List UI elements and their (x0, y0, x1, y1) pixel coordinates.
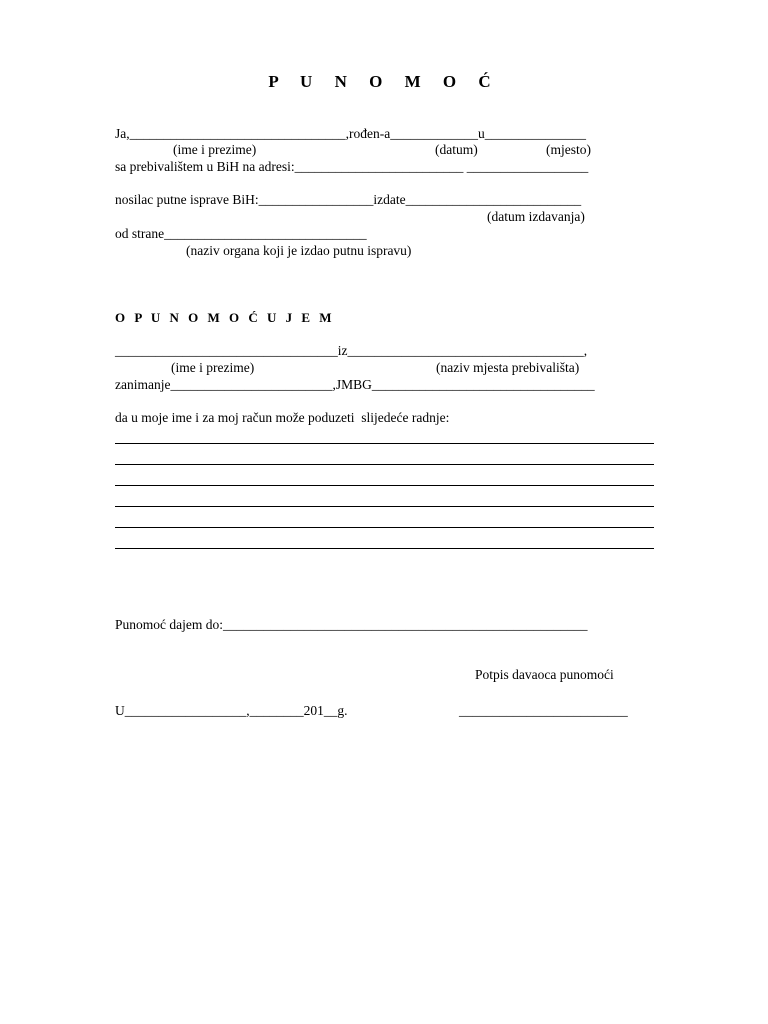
principal-name-birth-line: Ja,________________________________,rođen-a_____________u_______________ (115, 126, 586, 141)
agent-name-residence-line: _________________________________iz___________________________________, (115, 343, 588, 358)
issue-date-hint: (datum izdavanja) (487, 209, 585, 224)
agent-name-hint: (ime i prezime) (171, 360, 255, 375)
document-title: P U N O M O Ć (268, 72, 500, 91)
action-line-3 (115, 485, 654, 486)
action-line-5 (115, 527, 654, 528)
issuer-line: od strane______________________________ (115, 226, 367, 241)
principal-place-hint: (mjesto) (546, 142, 591, 157)
action-line-1 (115, 443, 654, 444)
principal-address-line: sa prebivalištem u BiH na adresi:_________________________ __________________ (115, 159, 589, 174)
action-line-4 (115, 506, 654, 507)
agent-occupation-jmbg-line: zanimanje________________________,JMBG_________________________________ (115, 377, 595, 392)
agent-residence-hint: (naziv mjesta prebivališta) (436, 360, 580, 375)
signature-label: Potpis davaoca punomoći (475, 667, 614, 682)
action-line-6 (115, 548, 654, 549)
issuer-hint: (naziv organa koji je izdao putnu ispravu) (186, 243, 412, 258)
actions-intro: da u moje ime i za moj račun može poduzeti slijedeće radnje: (115, 410, 450, 425)
signature-line: _________________________ (459, 703, 628, 718)
place-date-line: U__________________,________201__g. (115, 703, 348, 718)
validity-line: Punomoć dajem do:______________________________________________________ (115, 617, 588, 632)
action-line-2 (115, 464, 654, 465)
principal-date-hint: (datum) (435, 142, 478, 157)
passport-line: nosilac putne isprave BiH:_________________izdate__________________________ (115, 192, 582, 207)
authorize-heading: O P U N O M O Ć U J E M (115, 310, 335, 325)
principal-name-hint: (ime i prezime) (173, 142, 257, 157)
